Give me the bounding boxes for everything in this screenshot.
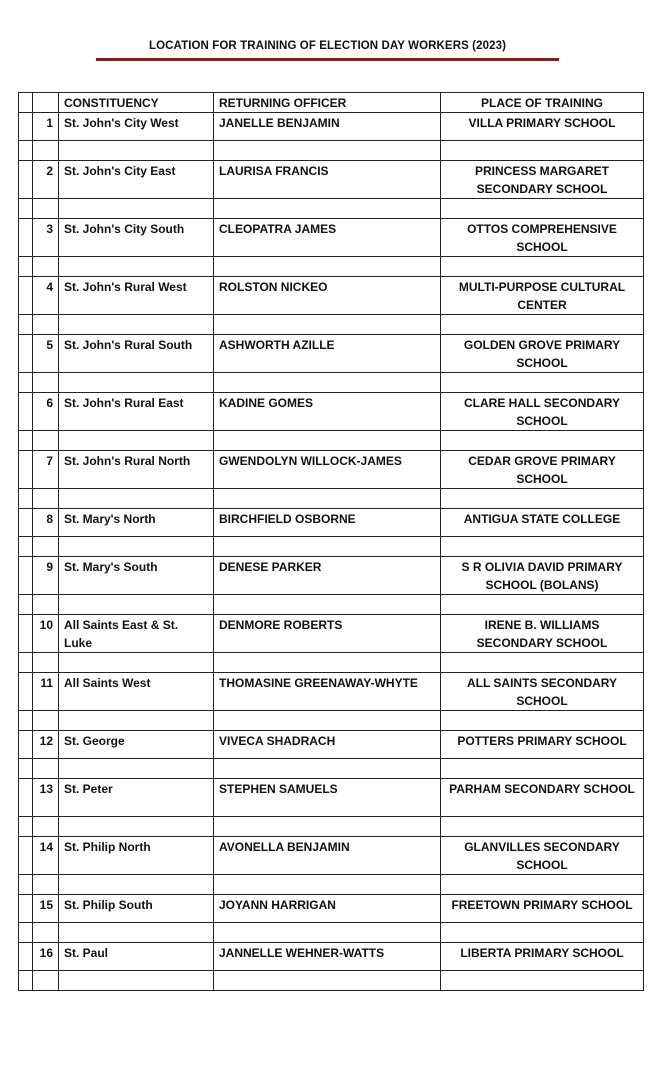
row-blank-cell [19,673,33,711]
empty-cell [441,373,644,393]
row-blank-cell [19,615,33,653]
empty-cell [33,971,59,991]
spacer-row [19,199,644,219]
empty-cell [33,141,59,161]
empty-cell [214,141,441,161]
row-blank-cell [19,557,33,595]
spacer-row [19,141,644,161]
row-constituency: St. John's Rural West [59,277,214,315]
row-returning-officer: GWENDOLYN WILLOCK-JAMES [214,451,441,489]
spacer-row [19,431,644,451]
empty-cell [214,315,441,335]
row-blank-cell [19,161,33,199]
empty-cell [214,817,441,837]
row-returning-officer: BIRCHFIELD OSBORNE [214,509,441,537]
empty-cell [59,653,214,673]
row-blank-cell [19,895,33,923]
empty-cell [59,257,214,277]
empty-cell [441,923,644,943]
spacer-row [19,537,644,557]
empty-cell [441,431,644,451]
empty-cell [19,257,33,277]
table-row [19,113,644,141]
empty-cell [33,923,59,943]
spacer-row [19,817,644,837]
empty-cell [214,759,441,779]
row-returning-officer: JOYANN HARRIGAN [214,895,441,923]
title-underline [96,58,559,61]
row-constituency: St. Philip North [59,837,214,875]
empty-cell [19,759,33,779]
empty-cell [19,817,33,837]
row-returning-officer: ROLSTON NICKEO [214,277,441,315]
header-blank-cell [19,93,33,113]
empty-cell [441,595,644,615]
empty-cell [59,199,214,219]
empty-cell [59,817,214,837]
empty-cell [33,537,59,557]
empty-cell [59,971,214,991]
empty-cell [59,537,214,557]
row-returning-officer: LAURISA FRANCIS [214,161,441,199]
empty-cell [441,817,644,837]
header-constituency: CONSTITUENCY [59,93,214,113]
empty-cell [19,431,33,451]
empty-cell [59,711,214,731]
row-returning-officer: KADINE GOMES [214,393,441,431]
row-number: 7 [33,451,59,489]
empty-cell [19,595,33,615]
row-place-of-training: MULTI-PURPOSE CULTURAL CENTER [441,277,644,315]
empty-cell [19,373,33,393]
row-number: 6 [33,393,59,431]
training-locations-table [18,92,644,991]
table-row [19,277,644,315]
row-blank-cell [19,113,33,141]
empty-cell [33,759,59,779]
row-blank-cell [19,731,33,759]
empty-cell [214,971,441,991]
empty-cell [19,537,33,557]
row-constituency: St. John's City East [59,161,214,199]
header-place-of-training: PLACE OF TRAINING [441,93,644,113]
empty-cell [214,711,441,731]
empty-cell [19,653,33,673]
row-constituency: St. Mary's South [59,557,214,595]
spacer-row [19,257,644,277]
row-constituency: St. George [59,731,214,759]
spacer-row [19,875,644,895]
row-constituency: St. Paul [59,943,214,971]
row-number: 8 [33,509,59,537]
row-returning-officer: JANELLE BENJAMIN [214,113,441,141]
row-constituency: St. John's Rural North [59,451,214,489]
header-returning-officer: RETURNING OFFICER [214,93,441,113]
empty-cell [214,257,441,277]
table-row [19,731,644,759]
row-number: 12 [33,731,59,759]
empty-cell [59,489,214,509]
empty-cell [214,489,441,509]
empty-cell [441,875,644,895]
table-header-row [19,93,644,113]
table-row [19,451,644,489]
row-blank-cell [19,335,33,373]
empty-cell [59,373,214,393]
empty-cell [214,923,441,943]
empty-cell [441,971,644,991]
row-place-of-training: CEDAR GROVE PRIMARY SCHOOL [441,451,644,489]
empty-cell [33,489,59,509]
row-number: 14 [33,837,59,875]
empty-cell [214,373,441,393]
empty-cell [19,489,33,509]
row-place-of-training: PARHAM SECONDARY SCHOOL [441,779,644,817]
row-returning-officer: JANNELLE WEHNER-WATTS [214,943,441,971]
empty-cell [59,141,214,161]
row-number: 9 [33,557,59,595]
row-place-of-training: CLARE HALL SECONDARY SCHOOL [441,393,644,431]
spacer-row [19,489,644,509]
row-number: 15 [33,895,59,923]
empty-cell [441,141,644,161]
empty-cell [441,653,644,673]
row-place-of-training: PRINCESS MARGARET SECONDARY SCHOOL [441,161,644,199]
row-blank-cell [19,779,33,817]
empty-cell [441,711,644,731]
table-body [19,93,644,991]
empty-cell [214,431,441,451]
row-number: 11 [33,673,59,711]
row-place-of-training: GLANVILLES SECONDARY SCHOOL [441,837,644,875]
empty-cell [214,653,441,673]
row-number: 1 [33,113,59,141]
row-constituency: St. Peter [59,779,214,817]
row-blank-cell [19,393,33,431]
table-row [19,615,644,653]
empty-cell [59,923,214,943]
row-number: 3 [33,219,59,257]
empty-cell [33,373,59,393]
empty-cell [59,759,214,779]
row-place-of-training: OTTOS COMPREHENSIVE SCHOOL [441,219,644,257]
spacer-row [19,759,644,779]
row-place-of-training: LIBERTA PRIMARY SCHOOL [441,943,644,971]
empty-cell [441,537,644,557]
empty-cell [33,817,59,837]
header-number-cell [33,93,59,113]
page-title: LOCATION FOR TRAINING OF ELECTION DAY WORKERS (2023) [148,40,507,52]
row-returning-officer: THOMASINE GREENAWAY-WHYTE [214,673,441,711]
row-returning-officer: AVONELLA BENJAMIN [214,837,441,875]
row-constituency: St. John's City South [59,219,214,257]
empty-cell [214,875,441,895]
empty-cell [441,199,644,219]
row-place-of-training: IRENE B. WILLIAMS SECONDARY SCHOOL [441,615,644,653]
row-number: 4 [33,277,59,315]
row-constituency: St. John's Rural South [59,335,214,373]
row-constituency: St. Mary's North [59,509,214,537]
row-blank-cell [19,943,33,971]
empty-cell [33,315,59,335]
empty-cell [441,489,644,509]
spacer-row [19,711,644,731]
row-number: 13 [33,779,59,817]
empty-cell [33,257,59,277]
spacer-row [19,373,644,393]
row-blank-cell [19,219,33,257]
empty-cell [19,875,33,895]
empty-cell [19,141,33,161]
table-row [19,895,644,923]
row-returning-officer: CLEOPATRA JAMES [214,219,441,257]
empty-cell [59,875,214,895]
row-constituency: St. John's Rural East [59,393,214,431]
row-blank-cell [19,451,33,489]
empty-cell [33,595,59,615]
empty-cell [19,315,33,335]
row-constituency: All Saints West [59,673,214,711]
row-blank-cell [19,837,33,875]
row-place-of-training: GOLDEN GROVE PRIMARY SCHOOL [441,335,644,373]
empty-cell [441,759,644,779]
row-number: 10 [33,615,59,653]
empty-cell [214,595,441,615]
empty-cell [19,923,33,943]
row-place-of-training: VILLA PRIMARY SCHOOL [441,113,644,141]
row-place-of-training: POTTERS PRIMARY SCHOOL [441,731,644,759]
empty-cell [19,971,33,991]
row-place-of-training: S R OLIVIA DAVID PRIMARY SCHOOL (BOLANS) [441,557,644,595]
row-constituency: St. John's City West [59,113,214,141]
row-place-of-training: ALL SAINTS SECONDARY SCHOOL [441,673,644,711]
empty-cell [19,711,33,731]
table-row [19,943,644,971]
empty-cell [33,653,59,673]
row-returning-officer: DENMORE ROBERTS [214,615,441,653]
row-number: 2 [33,161,59,199]
empty-cell [59,595,214,615]
table-row [19,673,644,711]
table-row [19,219,644,257]
row-returning-officer: STEPHEN SAMUELS [214,779,441,817]
empty-cell [33,875,59,895]
table-row [19,509,644,537]
row-blank-cell [19,277,33,315]
row-returning-officer: VIVECA SHADRACH [214,731,441,759]
empty-cell [441,315,644,335]
empty-cell [441,257,644,277]
table-row [19,335,644,373]
row-number: 16 [33,943,59,971]
spacer-row [19,971,644,991]
row-place-of-training: ANTIGUA STATE COLLEGE [441,509,644,537]
empty-cell [59,431,214,451]
spacer-row [19,315,644,335]
spacer-row [19,653,644,673]
empty-cell [33,431,59,451]
empty-cell [33,199,59,219]
empty-cell [19,199,33,219]
row-place-of-training: FREETOWN PRIMARY SCHOOL [441,895,644,923]
empty-cell [214,199,441,219]
empty-cell [33,711,59,731]
table-row [19,557,644,595]
spacer-row [19,595,644,615]
row-constituency: St. Philip South [59,895,214,923]
row-number: 5 [33,335,59,373]
table-row [19,837,644,875]
spacer-row [19,923,644,943]
table-row [19,393,644,431]
row-returning-officer: DENESE PARKER [214,557,441,595]
row-constituency: All Saints East & St. Luke [59,615,214,653]
table-row [19,779,644,817]
row-blank-cell [19,509,33,537]
empty-cell [59,315,214,335]
table-row [19,161,644,199]
row-returning-officer: ASHWORTH AZILLE [214,335,441,373]
empty-cell [214,537,441,557]
